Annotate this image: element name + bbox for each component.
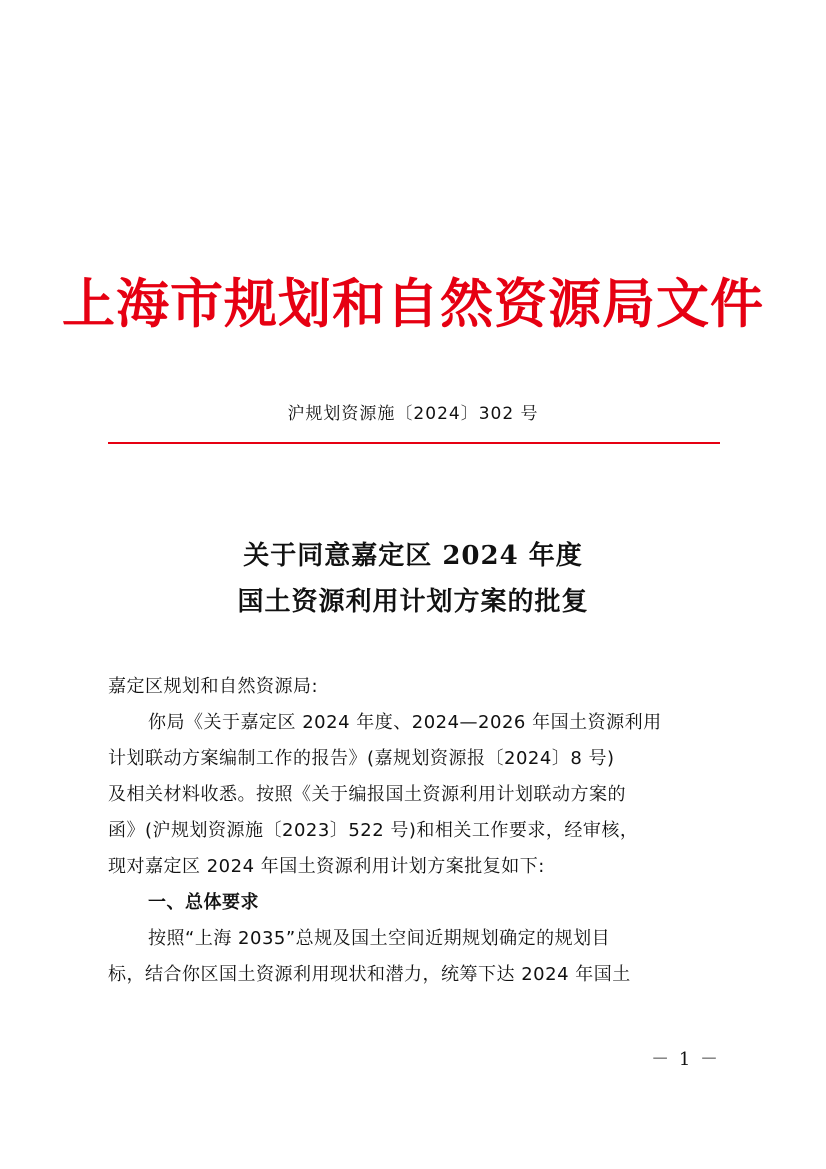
paragraph-line: 现对嘉定区 2024 年国土资源利用计划方案批复如下: [108,856,545,877]
red-separator-line [108,442,720,444]
paragraph-line: 计划联动方案编制工作的报告》(嘉规划资源报〔2024〕8 号) [108,748,615,769]
issuing-org-title: 上海市规划和自然资源局文件 [62,273,764,335]
paragraph-line: 函》(沪规划资源施〔2023〕522 号)和相关工作要求，经审核， [108,820,639,841]
page-number: － 1 － [651,1049,720,1070]
section-heading: 一、总体要求 [148,892,259,913]
document-title-line-2: 国土资源利用计划方案的批复 [237,587,589,617]
salutation: 嘉定区规划和自然资源局: [108,676,319,697]
document-title-line-1: 关于同意嘉定区 2024 年度 [243,541,583,571]
paragraph-line: 标，结合你区国土资源利用现状和潜力，统筹下达 2024 年国土 [108,964,631,985]
paragraph-line: 及相关材料收悉。按照《关于编报国土资源利用计划联动方案的 [108,784,626,805]
paragraph-line: 按照“上海 2035”总规及国土空间近期规划确定的规划目 [148,928,611,949]
document-number: 沪规划资源施〔2024〕302 号 [287,404,539,424]
paragraph-line: 你局《关于嘉定区 2024 年度、2024—2026 年国土资源利用 [148,712,662,733]
